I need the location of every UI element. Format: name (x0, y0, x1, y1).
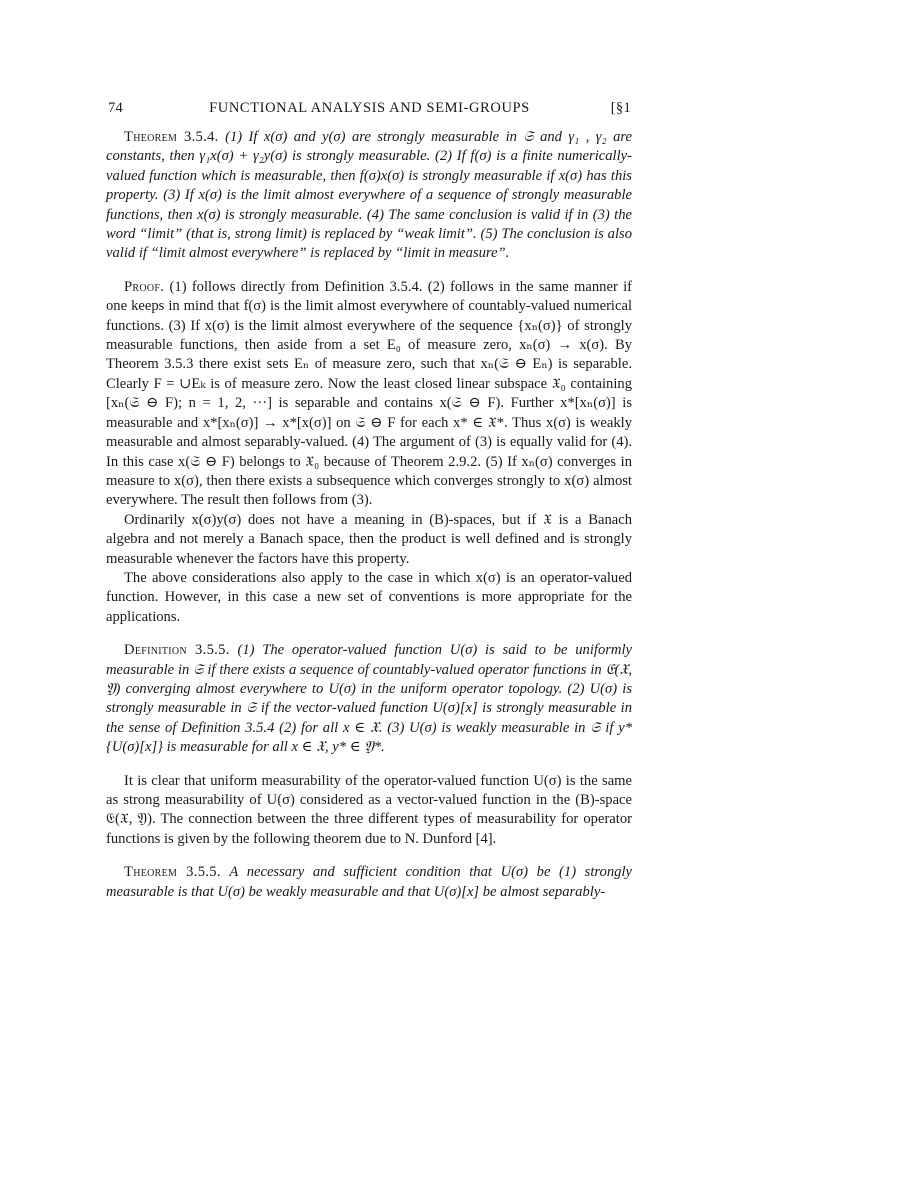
definition-statement: (1) The operator-valued function U(σ) is said to be uniformly measurable in 𝔖 if there exists a sequence of countably-valued operator functions in 𝔈(𝔛, 𝔜) converging almost everywhere to U(σ) in the uniform operator topology. (2) U(σ) is strongly measurable in 𝔖 if the vector-valued function U(σ)[x] is strongly measurable in the sense of Definition 3.5.4 (2) for all x ∈ 𝔛. (3) U(σ) is weakly measurable in 𝔖 if y*{U(σ)[x]} is measurable for all x ∈ 𝔛, y* ∈ 𝔜*. (106, 642, 632, 756)
page-body (106, 128, 632, 902)
banach-algebra-paragraph: Ordinarily x(σ)y(σ) does not have a meaning in (B)-spaces, but if 𝔛 is a Banach algebra and not merely a Banach space, then the product is well defined and is strongly measurable whenever the factors have this property. (106, 511, 632, 567)
section-marker: [§1 (610, 100, 631, 116)
theorem-label: Theorem 3.5.5. (124, 864, 221, 881)
proof-label: Proof. (124, 278, 165, 295)
proof-text: (1) follows directly from Definition 3.5.4. (2) follows in the same manner if one keeps in mind that f(σ) is the limit almost everywhere of countably-valued numerical functions. (3) If x(σ) is the limit almost everywhere of the sequence {xₙ(σ)} of strongly measurable functions, then aside from a set E₀ of measure zero, xₙ(σ) → x(σ). By Theorem 3.5.3 there exist sets Eₙ of measure zero, such that xₙ(𝔖 ⊖ Eₙ) is separable. Clearly F = ∪Eₖ is of measure zero. Now the least closed linear subspace 𝔛₀ containing [xₙ(𝔖 ⊖ F); n = 1, 2, ···] is separable and contains x(𝔖 ⊖ F). Further x*[xₙ(σ)] is measurable and x*[xₙ(σ)] → x*[x(σ)] on 𝔖 ⊖ F for each x* ∈ 𝔛*. Thus x(σ) is weakly measurable and almost separably-valued. (4) The argument of (3) is equally valid for (4). In this case x(𝔖 ⊖ F) belongs to 𝔛₀ because of Theorem 2.9.2. (5) If xₙ(σ) converges in measure to x(σ), then there exists a subsequence which converges strongly to x(σ) almost everywhere. The result then follows from (3). (106, 278, 632, 509)
proof-paragraph (106, 278, 632, 511)
running-title: FUNCTIONAL ANALYSIS AND SEMI-GROUPS (209, 100, 530, 116)
theorem-3-5-4 (106, 128, 632, 264)
theorem-3-5-5 (106, 863, 632, 902)
operator-valued-paragraph: The above considerations also apply to the case in which x(σ) is an operator-valued function. However, in this case a new set of conventions is more appropriate for the applications. (106, 569, 632, 625)
theorem-statement: (1) If x(σ) and y(σ) are strongly measurable in 𝔖 and γ₁ , γ₂ are constants, then γ₁x(σ) + γ₂y(σ) is strongly measurable. (2) If f(σ) is a finite numerically-valued function which is measurable, then f(σ)x(σ) is strongly measurable if x(σ) has this property. (3) If x(σ) is the limit almost everywhere of a sequence of strongly measurable functions, then x(σ) is strongly measurable. (4) The same conclusion is valid if in (3) the word “limit” (that is, strong limit) is replaced by “weak limit”. (5) The conclusion is also valid if “limit almost everywhere” is replaced by “limit in measure”. (106, 129, 632, 262)
definition-3-5-5 (106, 641, 632, 757)
page-number: 74 (108, 100, 124, 116)
definition-label: Definition 3.5.5. (124, 642, 230, 659)
uniform-measurability-paragraph: It is clear that uniform measurability of the operator-valued function U(σ) is the same as strong measurability of U(σ) considered as a vector-valued function in the (B)-space 𝔈(𝔛, 𝔜). The connection between the three different types of measurability for operator functions is given by the following theorem due to N. Dunford [4]. (106, 772, 632, 847)
running-header (108, 100, 631, 120)
theorem-statement: A necessary and sufficient condition that U(σ) be (1) strongly measurable is that U(σ) be weakly measurable and that U(σ)[x] be almost separably- (106, 864, 632, 900)
theorem-label: Theorem 3.5.4. (124, 129, 219, 145)
